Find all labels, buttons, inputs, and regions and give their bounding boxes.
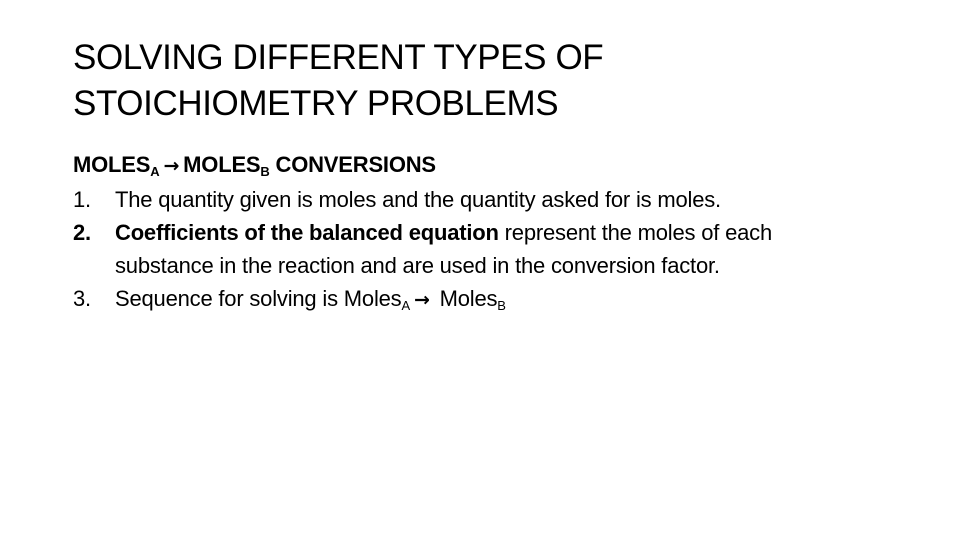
- list-item-text-moles: Moles: [433, 286, 498, 311]
- title-line-2: STOICHIOMETRY PROBLEMS: [73, 84, 559, 123]
- list-item-bold-text: Coefficients of the balanced equation: [115, 220, 499, 245]
- arrow-right-icon: →: [413, 289, 430, 311]
- slide-body: [73, 148, 893, 317]
- list-item-text: Sequence for solving is Moles: [115, 286, 402, 311]
- heading-conversions: CONVERSIONS: [269, 152, 436, 177]
- heading-moles-a: MOLES: [73, 152, 151, 177]
- list-number: 1.: [73, 187, 91, 212]
- slide-title: [73, 35, 893, 127]
- list-item: [73, 282, 893, 317]
- list-item: [73, 183, 893, 216]
- subscript-b: B: [497, 298, 506, 313]
- heading-moles-b: MOLES: [183, 152, 261, 177]
- arrow-right-icon: →: [163, 155, 180, 177]
- list-item-text: represent the moles of each: [498, 220, 772, 245]
- list-number: 3.: [73, 286, 91, 311]
- list-item-text-continued: substance in the reaction and are used in the conversion factor.: [115, 253, 720, 278]
- list-number: 2.: [73, 220, 91, 245]
- list-item-text: The quantity given is moles and the quantity asked for is moles.: [115, 187, 721, 212]
- subscript-a: A: [401, 298, 410, 313]
- heading-subscript-a: A: [150, 164, 160, 179]
- title-line-1: SOLVING DIFFERENT TYPES OF: [73, 38, 604, 77]
- list-item: [73, 216, 893, 282]
- section-heading: [73, 148, 893, 183]
- heading-subscript-b: B: [260, 164, 270, 179]
